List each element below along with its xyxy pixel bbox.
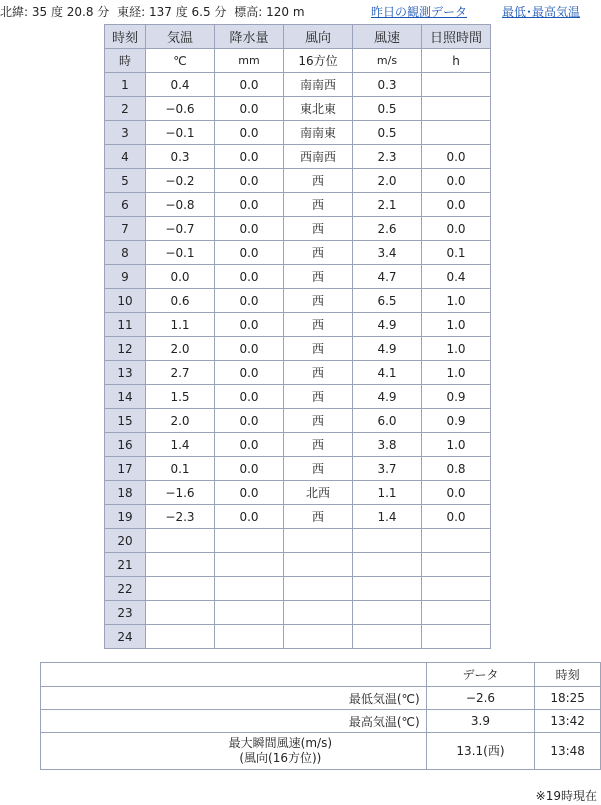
temperature-cell (146, 529, 215, 553)
wind-direction-cell: 風向 (284, 25, 353, 49)
wind-direction-cell: 西 (284, 289, 353, 313)
wind-speed-cell (353, 529, 422, 553)
table-row (105, 457, 491, 481)
hour-cell: 3 (105, 121, 146, 145)
table-row (105, 385, 491, 409)
table-row (105, 505, 491, 529)
wind-direction-cell: 南南東 (284, 121, 353, 145)
wind-speed-cell (353, 577, 422, 601)
table-row (105, 73, 491, 97)
wind-direction-cell: 西 (284, 457, 353, 481)
sunshine-cell: 0.9 (422, 409, 491, 433)
temperature-cell: 1.5 (146, 385, 215, 409)
table-row (105, 361, 491, 385)
wind-speed-cell: 3.8 (353, 433, 422, 457)
altitude: 標高: 120 m (234, 5, 305, 19)
hour-cell: 18 (105, 481, 146, 505)
hour-cell: 10 (105, 289, 146, 313)
precipitation-cell (215, 553, 284, 577)
precipitation-cell (215, 577, 284, 601)
table-row (105, 553, 491, 577)
hour-cell: 時 (105, 49, 146, 73)
summary-header-blank (41, 663, 427, 687)
sunshine-cell (422, 73, 491, 97)
wind-speed-cell (353, 601, 422, 625)
precipitation-cell: 0.0 (215, 337, 284, 361)
wind-direction-cell: 西南西 (284, 145, 353, 169)
precipitation-cell (215, 601, 284, 625)
precipitation-cell: 0.0 (215, 481, 284, 505)
precipitation-cell (215, 625, 284, 649)
precipitation-cell: 0.0 (215, 217, 284, 241)
hour-cell: 5 (105, 169, 146, 193)
temperature-cell: −2.3 (146, 505, 215, 529)
wind-speed-cell: 2.6 (353, 217, 422, 241)
wind-direction-cell: 西 (284, 313, 353, 337)
wind-speed-cell: 4.7 (353, 265, 422, 289)
hour-cell: 19 (105, 505, 146, 529)
summary-max-temp-label: 最高気温(℃) (41, 710, 427, 733)
summary-min-temp-label: 最低気温(℃) (41, 687, 427, 710)
wind-direction-cell: 西 (284, 265, 353, 289)
summary-min-temp-time: 18:25 (535, 687, 601, 710)
summary-max-gust-value: 13.1(西) (426, 733, 535, 770)
temperature-cell (146, 625, 215, 649)
latitude: 北緯: 35 度 20.8 分 (0, 5, 110, 19)
wind-direction-cell (284, 601, 353, 625)
temperature-cell (146, 577, 215, 601)
temperature-cell: ℃ (146, 49, 215, 73)
sunshine-cell (422, 553, 491, 577)
table-row (105, 337, 491, 361)
precipitation-cell: 0.0 (215, 193, 284, 217)
sunshine-cell: 1.0 (422, 337, 491, 361)
wind-direction-cell: 西 (284, 385, 353, 409)
wind-direction-cell: 東北東 (284, 97, 353, 121)
hour-cell: 時刻 (105, 25, 146, 49)
table-row (105, 577, 491, 601)
temperature-cell: −0.1 (146, 241, 215, 265)
precipitation-cell: 降水量 (215, 25, 284, 49)
wind-speed-cell: 2.1 (353, 193, 422, 217)
wind-direction-cell: 西 (284, 433, 353, 457)
precipitation-cell: 0.0 (215, 241, 284, 265)
sunshine-cell (422, 121, 491, 145)
table-row (105, 217, 491, 241)
precipitation-cell: 0.0 (215, 505, 284, 529)
wind-direction-cell: 西 (284, 169, 353, 193)
hour-cell: 9 (105, 265, 146, 289)
precipitation-cell: 0.0 (215, 361, 284, 385)
hour-cell: 4 (105, 145, 146, 169)
precipitation-cell: 0.0 (215, 121, 284, 145)
wind-speed-cell: 4.1 (353, 361, 422, 385)
wind-speed-cell: 0.5 (353, 121, 422, 145)
wind-speed-cell: 1.4 (353, 505, 422, 529)
sunshine-cell: 0.0 (422, 481, 491, 505)
wind-speed-cell: 4.9 (353, 385, 422, 409)
sunshine-cell: 0.0 (422, 193, 491, 217)
wind-direction-cell: 西 (284, 193, 353, 217)
sunshine-cell: 0.4 (422, 265, 491, 289)
wind-direction-cell: 西 (284, 217, 353, 241)
precipitation-cell: 0.0 (215, 457, 284, 481)
temperature-cell: −0.2 (146, 169, 215, 193)
wind-direction-cell: 西 (284, 241, 353, 265)
table-row (105, 313, 491, 337)
temperature-cell: 0.1 (146, 457, 215, 481)
wind-speed-cell: 4.9 (353, 337, 422, 361)
temperature-cell: −1.6 (146, 481, 215, 505)
temperature-cell: −0.1 (146, 121, 215, 145)
precipitation-cell: 0.0 (215, 73, 284, 97)
location-info (0, 3, 601, 21)
wind-speed-cell: 3.4 (353, 241, 422, 265)
hour-cell: 13 (105, 361, 146, 385)
hour-cell: 20 (105, 529, 146, 553)
table-row (105, 121, 491, 145)
wind-direction-cell: 16方位 (284, 49, 353, 73)
table-row (105, 289, 491, 313)
summary-max-temp-value: 3.9 (426, 710, 535, 733)
temperature-cell: 2.7 (146, 361, 215, 385)
hour-cell: 24 (105, 625, 146, 649)
sunshine-cell: 1.0 (422, 313, 491, 337)
hour-cell: 8 (105, 241, 146, 265)
sunshine-cell: 0.0 (422, 169, 491, 193)
sunshine-cell: 日照時間 (422, 25, 491, 49)
temperature-cell: 1.1 (146, 313, 215, 337)
yesterday-data-link[interactable]: 昨日の観測データ (371, 5, 468, 19)
sunshine-cell: 0.0 (422, 145, 491, 169)
summary-max-temp-time: 13:42 (535, 710, 601, 733)
sunshine-cell: 0.1 (422, 241, 491, 265)
precipitation-cell: 0.0 (215, 169, 284, 193)
wind-speed-cell: 6.0 (353, 409, 422, 433)
temperature-cell: 0.0 (146, 265, 215, 289)
hour-cell: 16 (105, 433, 146, 457)
sunshine-cell (422, 625, 491, 649)
table-row (105, 601, 491, 625)
table-row (105, 409, 491, 433)
wind-speed-cell: 風速 (353, 25, 422, 49)
sunshine-cell: 1.0 (422, 289, 491, 313)
hour-cell: 1 (105, 73, 146, 97)
sunshine-cell (422, 529, 491, 553)
table-row (105, 625, 491, 649)
table-row (105, 433, 491, 457)
wind-speed-cell: 2.0 (353, 169, 422, 193)
summary-max-gust-label (41, 733, 427, 770)
hour-cell: 23 (105, 601, 146, 625)
wind-speed-cell (353, 553, 422, 577)
precipitation-cell: 0.0 (215, 313, 284, 337)
wind-direction-cell: 北西 (284, 481, 353, 505)
wind-speed-cell: 6.5 (353, 289, 422, 313)
sunshine-cell: h (422, 49, 491, 73)
hour-cell: 21 (105, 553, 146, 577)
sunshine-cell (422, 97, 491, 121)
table-row (105, 265, 491, 289)
wind-direction-cell: 西 (284, 409, 353, 433)
sunshine-cell: 0.9 (422, 385, 491, 409)
temperature-cell (146, 553, 215, 577)
hour-cell: 12 (105, 337, 146, 361)
precipitation-cell: 0.0 (215, 385, 284, 409)
hour-cell: 6 (105, 193, 146, 217)
sunshine-cell (422, 577, 491, 601)
summary-min-temp-value: −2.6 (426, 687, 535, 710)
wind-speed-cell: 3.7 (353, 457, 422, 481)
table-row (105, 145, 491, 169)
temperature-cell: 1.4 (146, 433, 215, 457)
table-row (105, 97, 491, 121)
precipitation-cell: 0.0 (215, 145, 284, 169)
temperature-cell: 気温 (146, 25, 215, 49)
sunshine-cell: 1.0 (422, 433, 491, 457)
wind-direction-cell: 西 (284, 337, 353, 361)
temperature-cell: 0.3 (146, 145, 215, 169)
hour-cell: 17 (105, 457, 146, 481)
temperature-cell: −0.6 (146, 97, 215, 121)
hour-cell: 2 (105, 97, 146, 121)
precipitation-cell: 0.0 (215, 265, 284, 289)
temperature-cell: 2.0 (146, 409, 215, 433)
table-row (105, 481, 491, 505)
table-row (105, 529, 491, 553)
temperature-cell: 0.4 (146, 73, 215, 97)
precipitation-cell: 0.0 (215, 433, 284, 457)
precipitation-cell: 0.0 (215, 409, 284, 433)
hour-cell: 14 (105, 385, 146, 409)
hour-cell: 11 (105, 313, 146, 337)
table-units-row (105, 49, 491, 73)
summary-header-time: 時刻 (535, 663, 601, 687)
temperature-cell (146, 601, 215, 625)
table-row (105, 241, 491, 265)
summary-max-gust-time: 13:48 (535, 733, 601, 770)
wind-direction-cell: 南南西 (284, 73, 353, 97)
temperature-cell: 0.6 (146, 289, 215, 313)
sunshine-cell: 0.0 (422, 505, 491, 529)
precipitation-cell: 0.0 (215, 289, 284, 313)
sunshine-cell: 0.0 (422, 217, 491, 241)
table-row (105, 193, 491, 217)
summary-header-data: データ (426, 663, 535, 687)
temperature-cell: 2.0 (146, 337, 215, 361)
wind-direction-cell (284, 553, 353, 577)
wind-direction-cell (284, 625, 353, 649)
summary-max-gust-label-line2: (風向(16方位)) (239, 751, 322, 765)
table-header-row (105, 25, 491, 49)
precipitation-cell: mm (215, 49, 284, 73)
longitude: 東経: 137 度 6.5 分 (117, 5, 227, 19)
wind-speed-cell: 0.3 (353, 73, 422, 97)
summary-max-gust-label-line1: 最大瞬間風速(m/s) (228, 736, 333, 750)
precipitation-cell (215, 529, 284, 553)
wind-speed-cell (353, 625, 422, 649)
wind-direction-cell (284, 529, 353, 553)
hourly-observation-table (104, 24, 491, 649)
wind-direction-cell (284, 577, 353, 601)
wind-direction-cell: 西 (284, 505, 353, 529)
wind-speed-cell: 2.3 (353, 145, 422, 169)
hour-cell: 22 (105, 577, 146, 601)
wind-speed-cell: 1.1 (353, 481, 422, 505)
hour-cell: 15 (105, 409, 146, 433)
min-max-temp-link[interactable]: 最低･最高気温 (502, 5, 581, 19)
temperature-cell: −0.7 (146, 217, 215, 241)
precipitation-cell: 0.0 (215, 97, 284, 121)
sunshine-cell: 1.0 (422, 361, 491, 385)
current-time-note: ※19時現在 (535, 789, 597, 803)
daily-summary-table (40, 662, 601, 770)
temperature-cell: −0.8 (146, 193, 215, 217)
sunshine-cell: 0.8 (422, 457, 491, 481)
wind-speed-cell: 4.9 (353, 313, 422, 337)
wind-speed-cell: m/s (353, 49, 422, 73)
wind-speed-cell: 0.5 (353, 97, 422, 121)
wind-direction-cell: 西 (284, 361, 353, 385)
hour-cell: 7 (105, 217, 146, 241)
table-row (105, 169, 491, 193)
sunshine-cell (422, 601, 491, 625)
